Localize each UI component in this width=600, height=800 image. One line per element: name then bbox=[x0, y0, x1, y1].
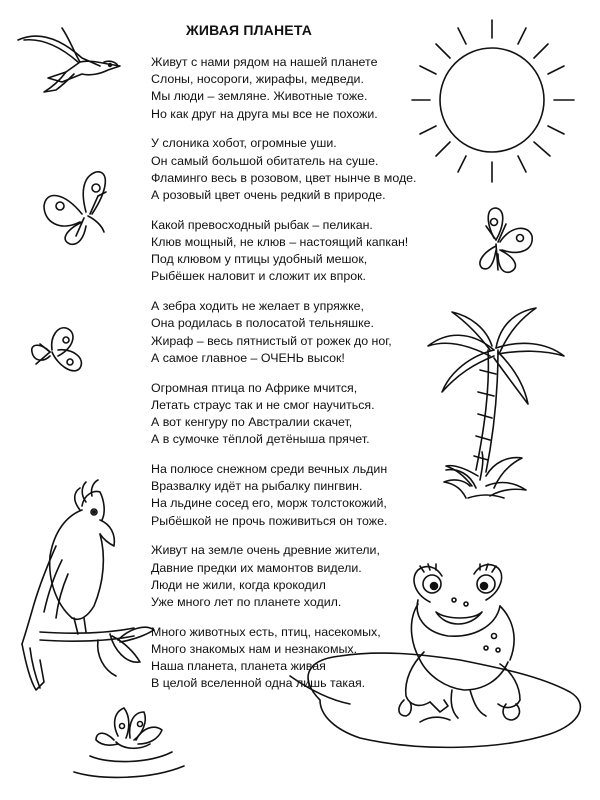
poem-line: Мы люди – земляне. Животные тоже. bbox=[151, 89, 368, 104]
poem-line: А в сумочке тёплой детёныша прячет. bbox=[151, 432, 370, 447]
stanza bbox=[151, 135, 441, 204]
poem-line: Вразвалку идёт на рыбалку пингвин. bbox=[151, 479, 363, 494]
stanza bbox=[151, 54, 441, 123]
poem-line: Давние предки их мамонтов видели. bbox=[151, 560, 362, 575]
stanza bbox=[151, 380, 441, 449]
poem-line: Уже много лет по планете ходил. bbox=[151, 595, 342, 610]
poem-line: А розовый цвет очень редкий в природе. bbox=[151, 188, 386, 203]
poem-line: Какой превосходный рыбак – пеликан. bbox=[151, 217, 373, 232]
poem-line: Он самый большой обитатель на суше. bbox=[151, 153, 379, 168]
poem-line: Под клювом у птицы удобный мешок, bbox=[151, 252, 368, 267]
poem-line: В целой вселенной одна лишь такая. bbox=[151, 676, 366, 691]
poem-line: Рыбёшкой не прочь поживиться он тоже. bbox=[151, 513, 388, 528]
poem-line: Много знакомых нам и незнакомых. bbox=[151, 642, 358, 657]
poem-line: Много животных есть, птиц, насекомых, bbox=[151, 624, 381, 639]
poem-line: У слоника хобот, огромные уши. bbox=[151, 136, 337, 151]
poem-line: Огромная птица по Африке мчится, bbox=[151, 380, 358, 395]
poem-line: Летать страус так и не смог научиться. bbox=[151, 397, 375, 412]
water-lily-icon bbox=[74, 708, 184, 777]
poem-line: Живут с нами рядом на нашей планете bbox=[151, 55, 378, 69]
poem-line: Наша планета, планета живая bbox=[151, 659, 326, 674]
stanza bbox=[151, 217, 441, 286]
poem bbox=[151, 54, 441, 705]
stanza bbox=[151, 461, 441, 530]
butterfly-icon bbox=[32, 328, 82, 371]
poem-line: А вот кенгуру по Австралии скачет, bbox=[151, 415, 353, 430]
stanza bbox=[151, 542, 441, 611]
poem-line: Рыбёшек наловит и сложит их впрок. bbox=[151, 269, 366, 284]
poem-line: Клюв мощный, не клюв – настоящий капкан! bbox=[151, 235, 409, 250]
butterfly-icon bbox=[44, 172, 106, 244]
poem-line: Живут на земле очень древние жители, bbox=[151, 543, 380, 558]
poem-line: Люди не жили, когда крокодил bbox=[151, 577, 326, 592]
poem-line: Она родилась в полосатой тельняшке. bbox=[151, 316, 374, 331]
poem-line: Жираф – весь пятнистый от рожек до ног, bbox=[151, 333, 392, 348]
stanza bbox=[151, 624, 441, 693]
poem-line: На полюсе снежном среди вечных льдин bbox=[151, 462, 388, 477]
poem-line: Фламинго весь в розовом, цвет нынче в моде. bbox=[151, 170, 417, 185]
parrot-icon bbox=[22, 480, 154, 690]
palm-tree-icon bbox=[428, 308, 564, 498]
butterfly-icon bbox=[480, 208, 532, 272]
poem-line: На льдине сосед его, морж толстокожий, bbox=[151, 496, 387, 511]
stanza bbox=[151, 298, 441, 367]
poem-line: Слоны, носороги, жирафы, медведи. bbox=[151, 72, 364, 87]
poem-line: А зебра ходить не желает в упряжке, bbox=[151, 299, 364, 314]
poem-line: А самое главное – ОЧЕНЬ высок! bbox=[151, 350, 345, 365]
poem-line: Но как друг на друга мы все не похожи. bbox=[151, 106, 378, 121]
seagull-icon bbox=[18, 28, 120, 92]
page-title: ЖИВАЯ ПЛАНЕТА bbox=[186, 22, 313, 38]
